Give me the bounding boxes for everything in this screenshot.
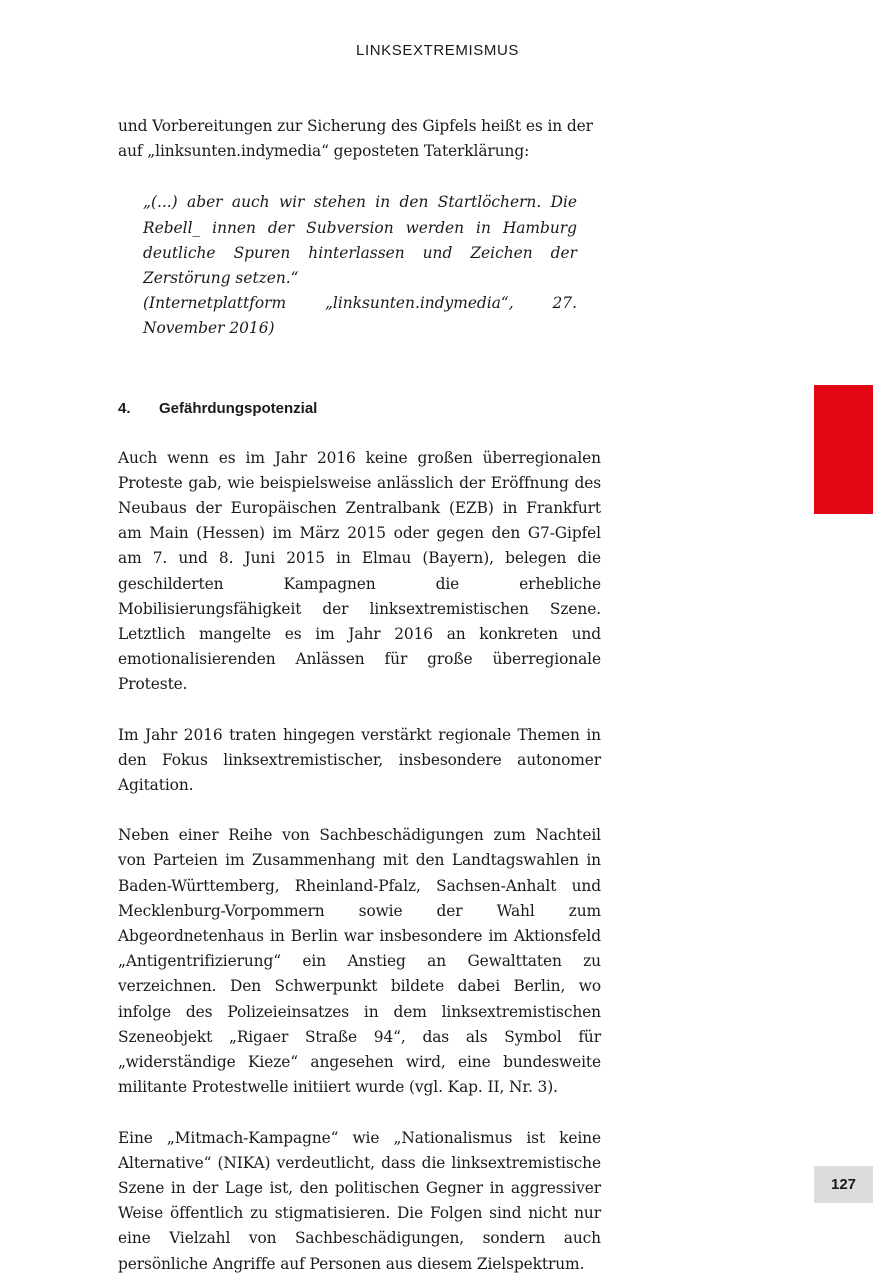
spacer — [118, 698, 601, 723]
body-paragraph-3: Neben einer Reihe von Sachbeschädigungen zum Nachteil von Parteien im Zusammenhang mit den Landtagswahlen in Baden-Württemberg, Rheinland-Pfalz, Sachsen-Anhalt und Mecklenburg-Vorpommern sowie der Wahl zum Abgeordnetenhaus in Berlin war insbesondere im Aktionsfeld „Antigentrifizierung“ ein Anstieg an Gewalttaten zu verzeichnen. Den Schwerpunkt bildete dabei Berlin, wo infolge des Polizeieinsatzes in dem linksextremistischen Szeneobjekt „Rigaer Straße 94“, das als Symbol für „widerständige Kieze“ angesehen wird, eine bundesweite militante Protestwelle initiiert wurde (vgl. Kap. II, Nr. 3). — [118, 826, 601, 1097]
quote-text: „(...) aber auch wir stehen in den Startlöchern. Die Rebell_ innen der Subversion werden in Hamburg deutliche Spuren hinterlassen und Zeichen der Zerstörung setzen.“ — [143, 193, 577, 288]
section-number: 4. — [118, 399, 131, 417]
page-body — [118, 114, 601, 1277]
spacer — [118, 798, 601, 823]
page-number: 127 — [814, 1166, 873, 1203]
intro-paragraph: und Vorbereitungen zur Sicherung des Gipfels heißt es in der auf „linksunten.indymedia“ geposteten Taterklärung: — [118, 117, 593, 161]
body-paragraph-2: Im Jahr 2016 traten hingegen verstärkt regionale Themen in den Fokus linksextremistischer, insbesondere autonomer Agitation. — [118, 725, 601, 795]
spacer — [118, 421, 601, 446]
section-title: Gefährdungspotenzial — [159, 399, 318, 417]
body-paragraph-4: Eine „Mitmach-Kampagne“ wie „Nationalismus ist keine Alternative“ (NIKA) verdeutlicht, dass die linksextremistische Szene in der Lage ist, den politischen Gegner in aggressiver Weise öffentlich zu stigmatisieren. Die Folgen sind nicht nur eine Vielzahl von Sachbeschädigungen, sondern auch persönliche Angriffe auf Personen aus diesem Zielspektrum. — [118, 1128, 601, 1273]
chapter-marker-tab — [814, 385, 873, 514]
spacer — [118, 1101, 601, 1126]
body-paragraph-1: Auch wenn es im Jahr 2016 keine großen überregionalen Proteste gab, wie beispielsweise anlässlich der Eröffnung des Neubaus der Europäischen Zentralbank (EZB) in Frankfurt am Main (Hessen) im März 2015 oder gegen den G7-Gipfel am 7. und 8. Juni 2015 in Elmau (Bayern), belegen die geschilderten Kampagnen die erhebliche Mobilisierungsfähigkeit der linksextremistischen Szene. Letztlich mangelte es im Jahr 2016 an konkreten und emotionalisierenden Anlässen für große überregionale Proteste. — [118, 448, 601, 694]
block-quote — [143, 190, 577, 341]
section-heading — [118, 396, 601, 421]
quote-source: (Internetplattform „linksunten.indymedia“, 27. November 2016) — [143, 294, 577, 338]
running-header: LINKSEXTREMISMUS — [356, 42, 519, 59]
